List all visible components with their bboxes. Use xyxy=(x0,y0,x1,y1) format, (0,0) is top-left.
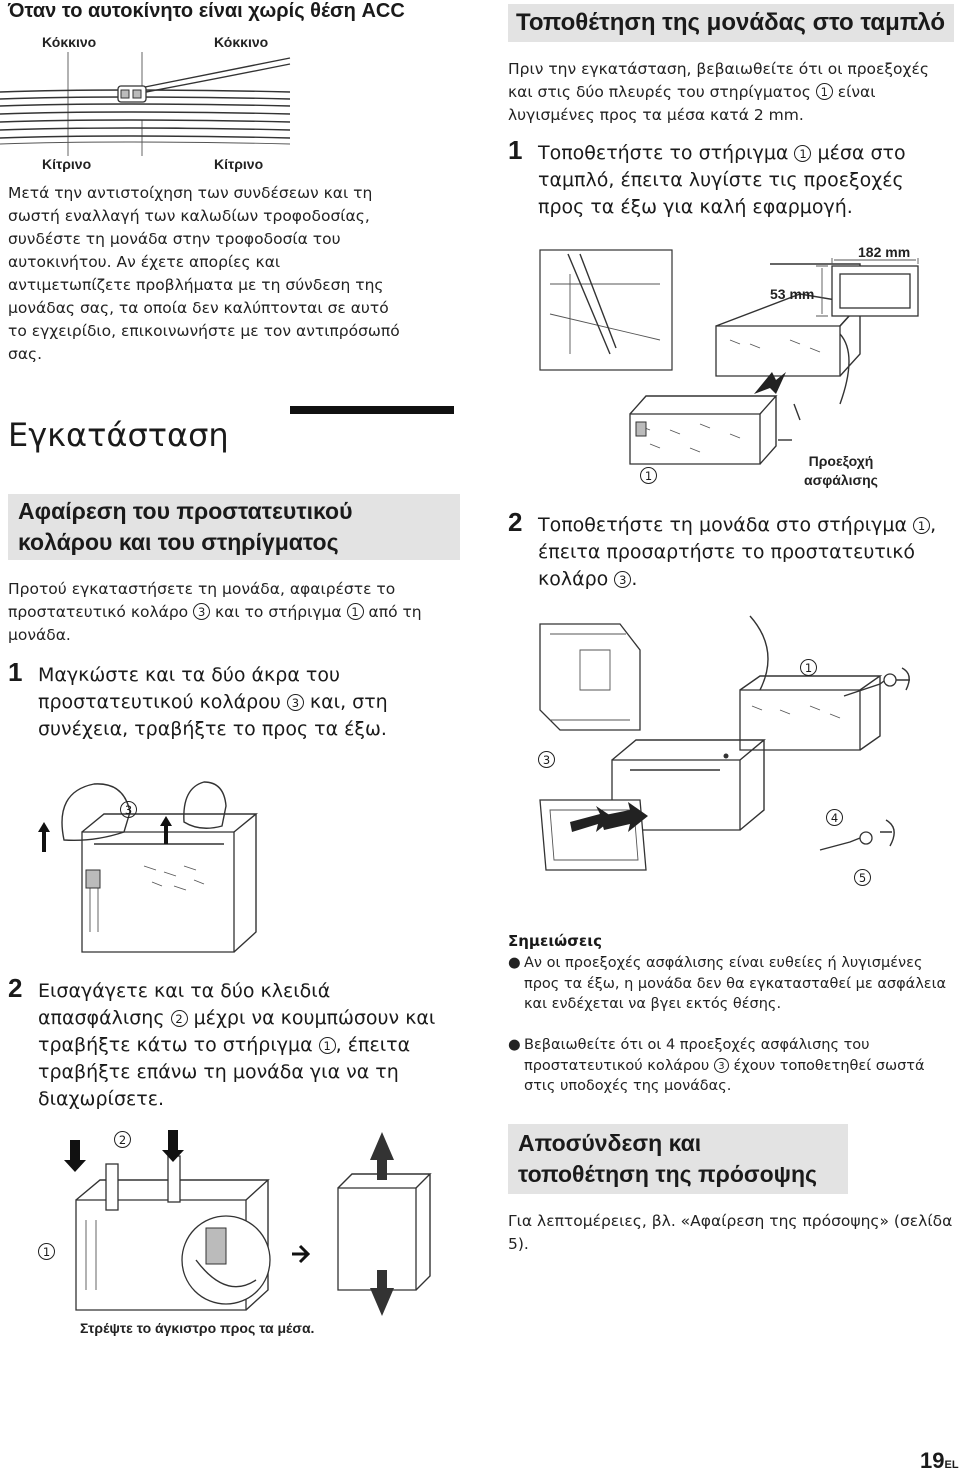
acc-title: Όταν το αυτοκίνητο είναι χωρίς θέση ACC xyxy=(8,0,405,22)
hook-caption: Στρέψτε το άγκιστρο προς τα μέσα. xyxy=(80,1320,315,1336)
notes-title: Σημειώσεις xyxy=(508,932,602,950)
removal-step-2: 2 Εισαγάγετε και τα δύο κλειδιά απασφάλισης 2 μέχρι να κουμπώσουν και τραβήξτε κάτω το στήριγμα 1 , έπειτα τραβήξτε επάνω τη μονάδα για να τη διαχωρίσετε. xyxy=(8,973,436,1110)
mount-unit-illustration xyxy=(530,610,930,900)
page-number: 19EL xyxy=(920,1448,959,1473)
marker-3: 3 xyxy=(193,603,210,620)
mount-marker-3: 3 xyxy=(538,750,555,769)
release-keys-illustration xyxy=(56,1130,456,1316)
bullet: ● xyxy=(508,955,521,971)
label-yellow-1: Κίτρινο xyxy=(42,156,92,172)
label-yellow-2: Κίτρινο xyxy=(214,156,264,172)
front-panel-text: Για λεπτομέρειες, βλ. «Αφαίρεση της πρόσοψης» (σελίδα 5). xyxy=(508,1212,953,1253)
removal-step-1: 1 Μαγκώστε και τα δύο άκρα του προστατευτικού κολάρου 3 και, στη συνέχεια, τραβήξτε το προς τα έξω. xyxy=(8,657,388,740)
marker-2: 2 xyxy=(171,1010,188,1027)
marker-1: 1 xyxy=(816,83,833,100)
marker-1: 1 xyxy=(347,603,364,620)
marker-1: 1 xyxy=(319,1037,336,1054)
marker-3: 3 xyxy=(287,694,304,711)
label-red-1: Κόκκινο xyxy=(42,34,97,50)
step-number: 2 xyxy=(508,507,523,537)
dim-height: 53 mm xyxy=(770,286,815,302)
claw-label: Προεξοχή ασφάλισης xyxy=(804,453,878,488)
installation-title: Εγκατάσταση xyxy=(8,416,229,454)
marker-1: 1 xyxy=(794,145,811,162)
step-number: 1 xyxy=(8,657,23,687)
label-red-2: Κόκκινο xyxy=(214,34,269,50)
bullet: ● xyxy=(508,1037,521,1053)
note-item-2: ● Βεβαιωθείτε ότι οι 4 προεξοχές ασφάλισης του προστατευτικού κολάρου 3 έχουν τοποθετηθεί σωστά στις υποδοχές της μονάδας. xyxy=(508,1037,925,1094)
mount-marker-5: 5 xyxy=(854,868,871,887)
marker-3: 3 xyxy=(714,1058,729,1073)
dashboard-step-2: 2 Τοποθετήστε τη μονάδα στο στήριγμα 1 , έπειτα προσαρτήστε το προστατευτικό κολάρο 3 . xyxy=(508,507,937,590)
dim-width: 182 mm xyxy=(858,244,911,260)
removal-marker-3: 3 xyxy=(120,800,137,819)
release-marker-1: 1 xyxy=(38,1242,55,1261)
dashboard-heading: Τοποθέτηση της μονάδας στο ταμπλό xyxy=(508,4,954,42)
removal-heading: Αφαίρεση του προστατευτικού κολάρου και του στηρίγματος xyxy=(8,494,460,560)
bracket-dashboard-illustration xyxy=(540,244,960,484)
section-rule xyxy=(290,406,454,414)
marker-1: 1 xyxy=(913,517,930,534)
marker-3: 3 xyxy=(614,571,631,588)
dashboard-step-1: 1 Τοποθετήστε το στήριγμα 1 μέσα στο ταμπλό, έπειτα λυγίστε τις προεξοχές προς τα έξω για καλή εφαρμογή. xyxy=(508,135,906,218)
bracket-marker-1: 1 xyxy=(640,466,657,485)
mount-marker-4: 4 xyxy=(826,808,843,827)
step-number: 1 xyxy=(508,135,523,165)
wiring-illustration xyxy=(0,52,290,156)
dashboard-intro: Πριν την εγκατάσταση, βεβαιωθείτε ότι οι προεξοχές και στις δύο πλευρές του στηρίγματος 1 είναι λυγισμένες προς τα μέσα κατά 2 mm. xyxy=(508,60,929,124)
removal-intro: Προτού εγκαταστήσετε τη μονάδα, αφαιρέστε το προστατευτικό κολάρο 3 και το στήριγμα 1 από τη μονάδα. xyxy=(8,580,422,644)
release-marker-2: 2 xyxy=(114,1130,131,1149)
remove-collar-illustration xyxy=(34,782,284,974)
acc-paragraph: Μετά την αντιστοίχηση των συνδέσεων και τη σωστή εναλλαγή των καλωδίων τροφοδοσίας, συνδέστε τη μονάδα στην τροφοδοσία του αυτοκινήτου. Αν έχετε απορίες και αντιμετωπίζετε προβλήματα με τη σύνδεση της μονάδας σας, τα οποία δεν καλύπτονται σε αυτό το εγχειρίδιο, επικοινωνήστε με τον αντιπρόσωπό σας. xyxy=(8,184,400,363)
mount-marker-1: 1 xyxy=(800,658,817,677)
note-item-1: ● Αν οι προεξοχές ασφάλισης είναι ευθείες ή λυγισμένες προς τα έξω, η μονάδα δεν θα εγκατασταθεί με ασφάλεια και ενδέχεται να βγει εκτός θέσης. xyxy=(508,955,947,1012)
step-number: 2 xyxy=(8,973,23,1003)
front-panel-heading: Αποσύνδεση και τοποθέτηση της πρόσοψης xyxy=(508,1124,848,1194)
